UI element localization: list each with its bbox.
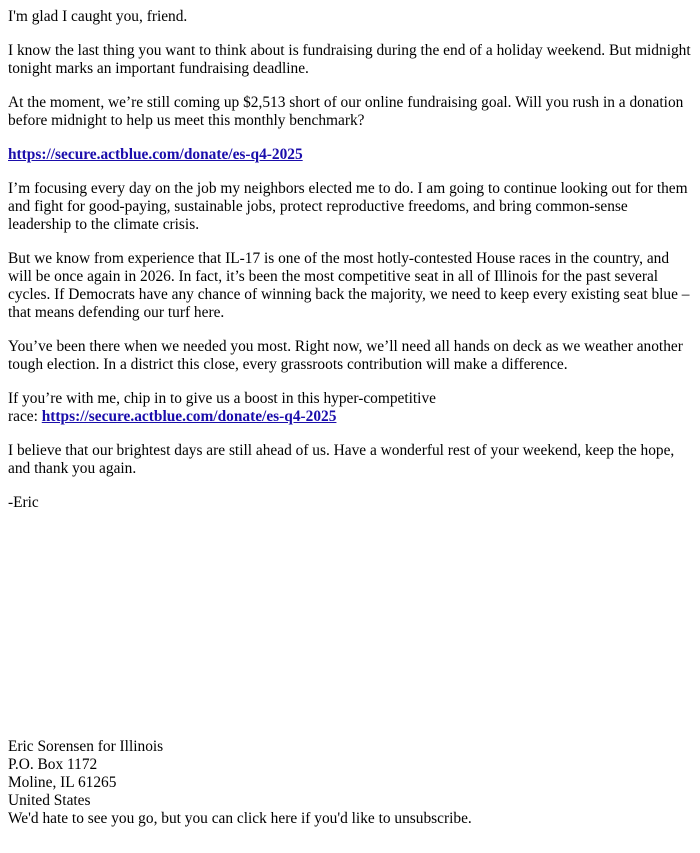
- chip-in-race-label: race:: [8, 408, 42, 425]
- email-footer: [8, 738, 692, 828]
- donate-link-inline[interactable]: https://secure.actblue.com/donate/es-q4-2025: [41, 408, 337, 425]
- email-body: [8, 8, 692, 528]
- paragraph-goal: At the moment, we’re still coming up $2,513 short of our online fundraising goal. Will you rush in a donation before midnight to help us meet this monthly benchmark?: [8, 94, 684, 129]
- paragraph-il17: But we know from experience that IL-17 is one of the most hotly-contested House races in the country, and will be once again in 2026. In fact, it’s been the most competitive seat in all of Illinois for the past several cycles. If Democrats have any chance of winning back the majority, we need to keep every existing seat blue – that means defending our turf here.: [8, 250, 690, 321]
- footer-address-line2: Moline, IL 61265: [8, 774, 117, 791]
- donate-link-paragraph: [8, 146, 692, 164]
- paragraph-support: You’ve been there when we needed you most. Right now, we’ll need all hands on deck as we weather another tough election. In a district this close, every grassroots contribution will make a difference.: [8, 338, 683, 373]
- unsubscribe-text[interactable]: We'd hate to see you go, but you can click here if you'd like to unsubscribe.: [8, 810, 472, 827]
- footer-address-line1: P.O. Box 1172: [8, 756, 98, 773]
- paragraph-chip-in: [8, 390, 692, 426]
- paragraph-focus: I’m focusing every day on the job my neighbors elected me to do. I am going to continue looking out for them and fight for good-paying, sustainable jobs, protect reproductive freedoms, and bring common-sense leadership to the climate crisis.: [8, 180, 688, 233]
- paragraph-deadline: I know the last thing you want to think about is fundraising during the end of a holiday weekend. But midnight tonight marks an important fundraising deadline.: [8, 42, 691, 77]
- donate-link[interactable]: https://secure.actblue.com/donate/es-q4-2025: [8, 146, 303, 163]
- greeting: I'm glad I caught you, friend.: [8, 8, 188, 25]
- footer-country: United States: [8, 792, 91, 809]
- chip-in-text: If you’re with me, chip in to give us a boost in this hyper-competitive: [8, 390, 436, 407]
- footer-org: Eric Sorensen for Illinois: [8, 738, 164, 755]
- paragraph-closing: I believe that our brightest days are still ahead of us. Have a wonderful rest of your weekend, keep the hope, and thank you again.: [8, 442, 675, 477]
- signoff: -Eric: [8, 494, 39, 511]
